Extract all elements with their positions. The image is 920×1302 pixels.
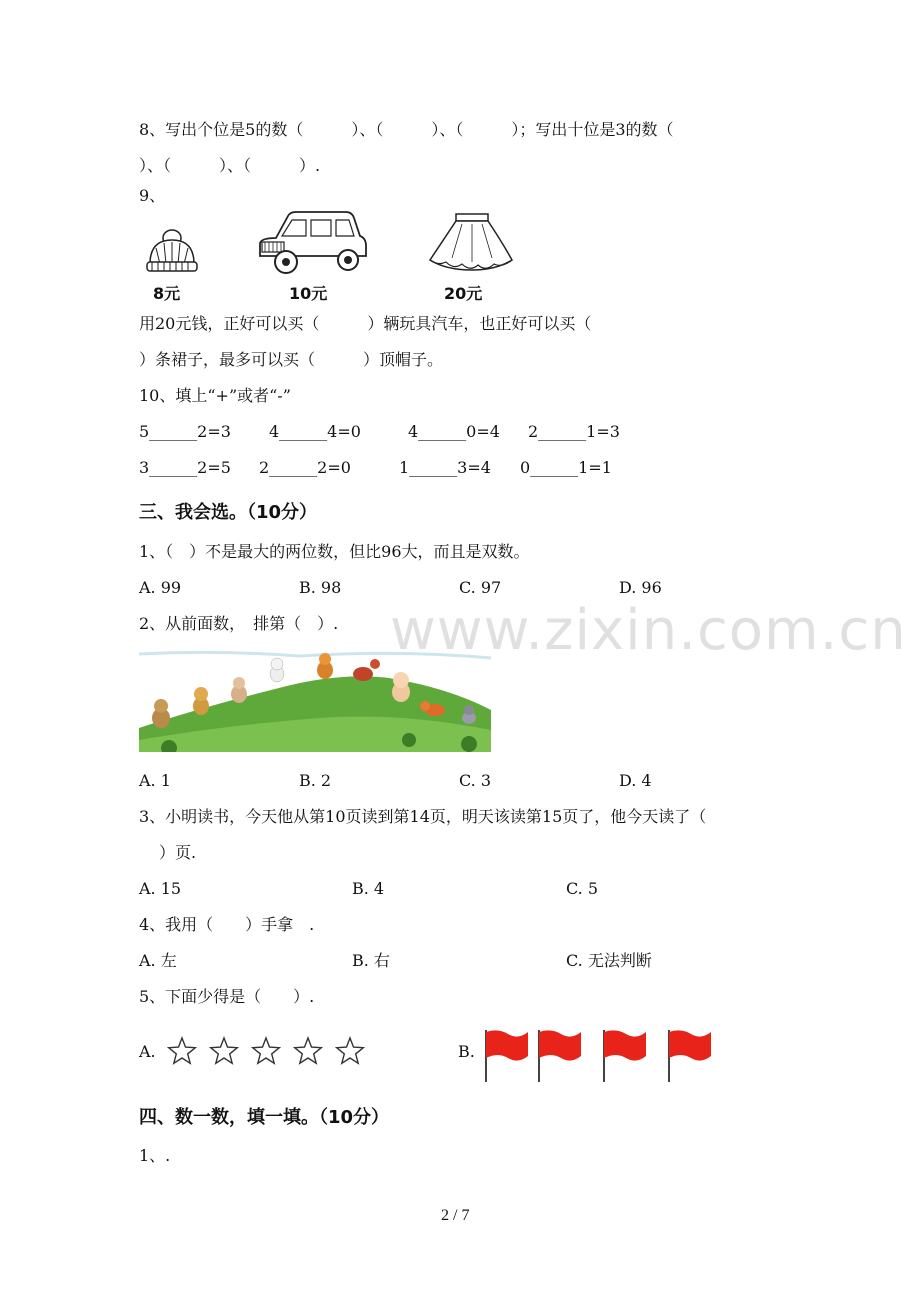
q10-r2-c3: 1______3=4 <box>399 458 491 477</box>
hat-image <box>144 226 200 276</box>
q8-line2: ）、（ ）、（ ）. <box>139 156 321 175</box>
q10-r2-c1: 3______2=5 <box>139 458 231 477</box>
s3-q3-opt-a: A. 15 <box>139 879 182 898</box>
q9-label: 9、 <box>139 186 166 205</box>
star-icon <box>337 1038 364 1063</box>
s3-q3-line2: ）页. <box>159 843 197 862</box>
section4-title: 四、数一数，填一填。（10分） <box>139 1107 390 1128</box>
s3-q2-opt-a: A. 1 <box>139 771 171 790</box>
q10-r2-c4: 0______1=1 <box>520 458 612 477</box>
q9-line2: ）条裙子，最多可以买（ ）顶帽子。 <box>139 350 444 369</box>
q10-r2-c2: 2______2=0 <box>259 458 351 477</box>
s3-q4-opt-a: A. 左 <box>139 951 177 970</box>
star-icon <box>295 1038 322 1063</box>
s3-q5-option-b-label: B. <box>458 1042 475 1061</box>
s3-q4-opt-c: C. 无法判断 <box>566 951 652 970</box>
stars-group <box>164 1034 374 1070</box>
s3-q1-opt-d: D. 96 <box>619 578 662 597</box>
s3-q3-line1: 3、小明读书，今天他从第10页读到第14页，明天该读第15页了，他今天读了（ <box>139 807 707 826</box>
star-icon <box>211 1038 238 1063</box>
hat-price: 8元 <box>153 284 181 303</box>
s3-q1-opt-c: C. 97 <box>459 578 502 597</box>
s3-q4-text: 4、我用（ ）手拿 . <box>139 915 315 934</box>
q10-r1-c1: 5______2=3 <box>139 422 231 441</box>
skirt-price: 20元 <box>444 284 483 303</box>
flag-icon <box>486 1030 528 1082</box>
animals-hill-image <box>139 648 491 752</box>
star-icon <box>169 1038 196 1063</box>
skirt-image <box>426 212 516 276</box>
watermark: www.zixin.com.cn <box>390 598 907 663</box>
s3-q2-opt-d: D. 4 <box>619 771 652 790</box>
s3-q3-opt-c: C. 5 <box>566 879 599 898</box>
s3-q4-opt-b: B. 右 <box>352 951 390 970</box>
car-price: 10元 <box>289 284 328 303</box>
section3-title: 三、我会选。（10分） <box>139 502 318 523</box>
q10-r1-c4: 2______1=3 <box>528 422 620 441</box>
s3-q5-text: 5、下面少得是（ ）. <box>139 987 315 1006</box>
star-icon <box>253 1038 280 1063</box>
flag-icon <box>539 1030 581 1082</box>
s4-q1-text: 1、. <box>139 1146 171 1165</box>
s3-q2-text: 2、从前面数， 排第（ ）. <box>139 614 339 633</box>
flag-icon <box>604 1030 646 1082</box>
car-image <box>256 208 368 276</box>
s3-q5-option-a-label: A. <box>139 1042 156 1061</box>
q9-line1: 用20元钱，正好可以买（ ）辆玩具汽车，也正好可以买（ <box>139 314 592 333</box>
s3-q1-opt-b: B. 98 <box>299 578 342 597</box>
q10-r1-c3: 4______0=4 <box>408 422 500 441</box>
q8-line1: 8、写出个位是5的数（ ）、（ ）、（ ）；写出十位是3的数（ <box>139 120 674 139</box>
s3-q2-opt-c: C. 3 <box>459 771 492 790</box>
s3-q2-opt-b: B. 2 <box>299 771 332 790</box>
q10-label: 10、填上“+”或者“-” <box>139 386 291 405</box>
s3-q3-opt-b: B. 4 <box>352 879 385 898</box>
page-number: 2 / 7 <box>441 1207 470 1224</box>
q10-r1-c2: 4______4=0 <box>269 422 361 441</box>
flag-icon <box>669 1030 711 1082</box>
s3-q1-text: 1、（ ）不是最大的两位数，但比96大，而且是双数。 <box>139 542 530 561</box>
s3-q1-opt-a: A. 99 <box>139 578 182 597</box>
flags-group <box>482 1026 722 1084</box>
